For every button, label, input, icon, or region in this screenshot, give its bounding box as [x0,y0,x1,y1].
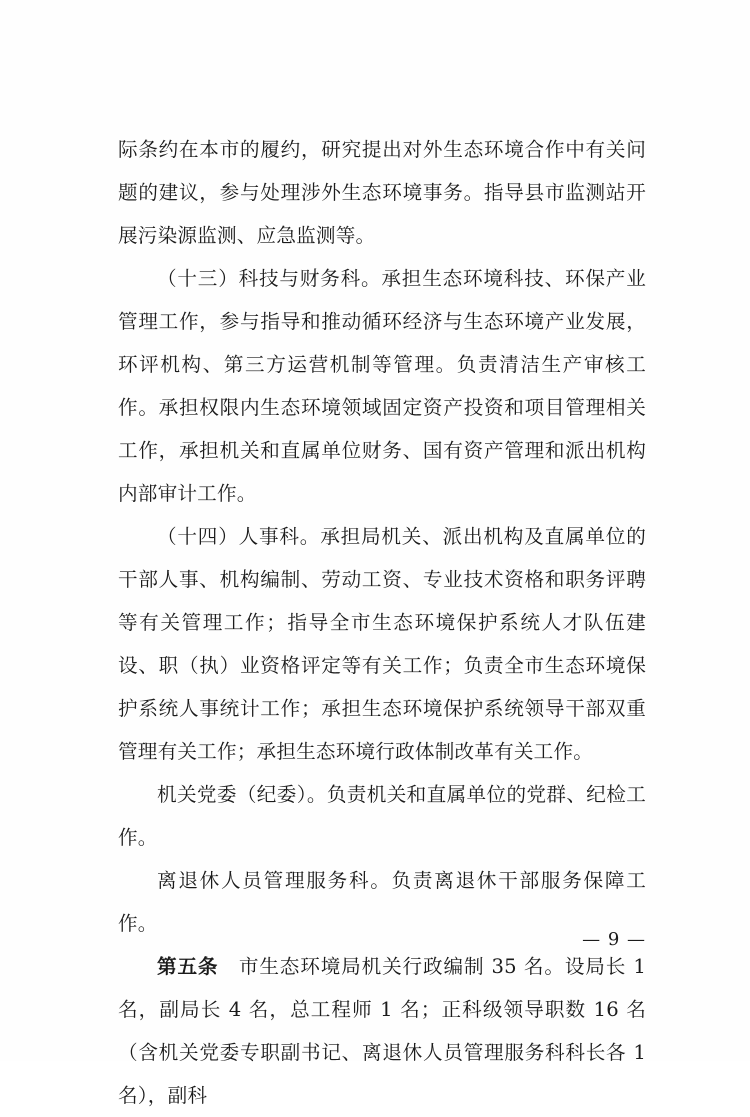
page-body [118,128,646,1117]
paragraph-article-5 [118,945,646,1117]
paragraph-item-13: （十三）科技与财务科。承担生态环境科技、环保产业管理工作，参与指导和推动循环经济与生态环境产业发展，环评机构、第三方运营机制等管理。负责清洁生产审核工作。承担权限内生态环境领域固定资产投资和项目管理相关工作，承担机关和直属单位财务、国有资产管理和派出机构内部审计工作。 [118,267,646,505]
paragraph-continuation: 际条约在本市的履约，研究提出对外生态环境合作中有关问题的建议，参与处理涉外生态环境事务。指导县市监测站开展污染源监测、应急监测等。 [118,138,646,247]
page-number: — 9 — [582,929,646,950]
paragraph-party-committee: 机关党委（纪委）。负责机关和直属单位的党群、纪检工作。 [118,783,646,849]
article-5-text: 市生态环境局机关行政编制 35 名。设局长 1 名，副局长 4 名，总工程师 1 名；正科级领导职数 16 名（含机关党委专职副书记、离退休人员管理服务科科长各 1 名），副科 [118,955,646,1107]
paragraph-item-14: （十四）人事科。承担局机关、派出机构及直属单位的干部人事、机构编制、劳动工资、专业技术资格和职务评聘等有关管理工作；指导全市生态环境保护系统人才队伍建设、职（执）业资格评定等有关工作；负责全市生态环境保护系统人事统计工作；承担生态环境保护系统领导干部双重管理有关工作；承担生态环境行政体制改革有关工作。 [118,525,646,763]
paragraph-retiree-service: 离退休人员管理服务科。负责离退休干部服务保障工作。 [118,869,646,935]
article-5-heading: 第五条 [157,955,219,978]
